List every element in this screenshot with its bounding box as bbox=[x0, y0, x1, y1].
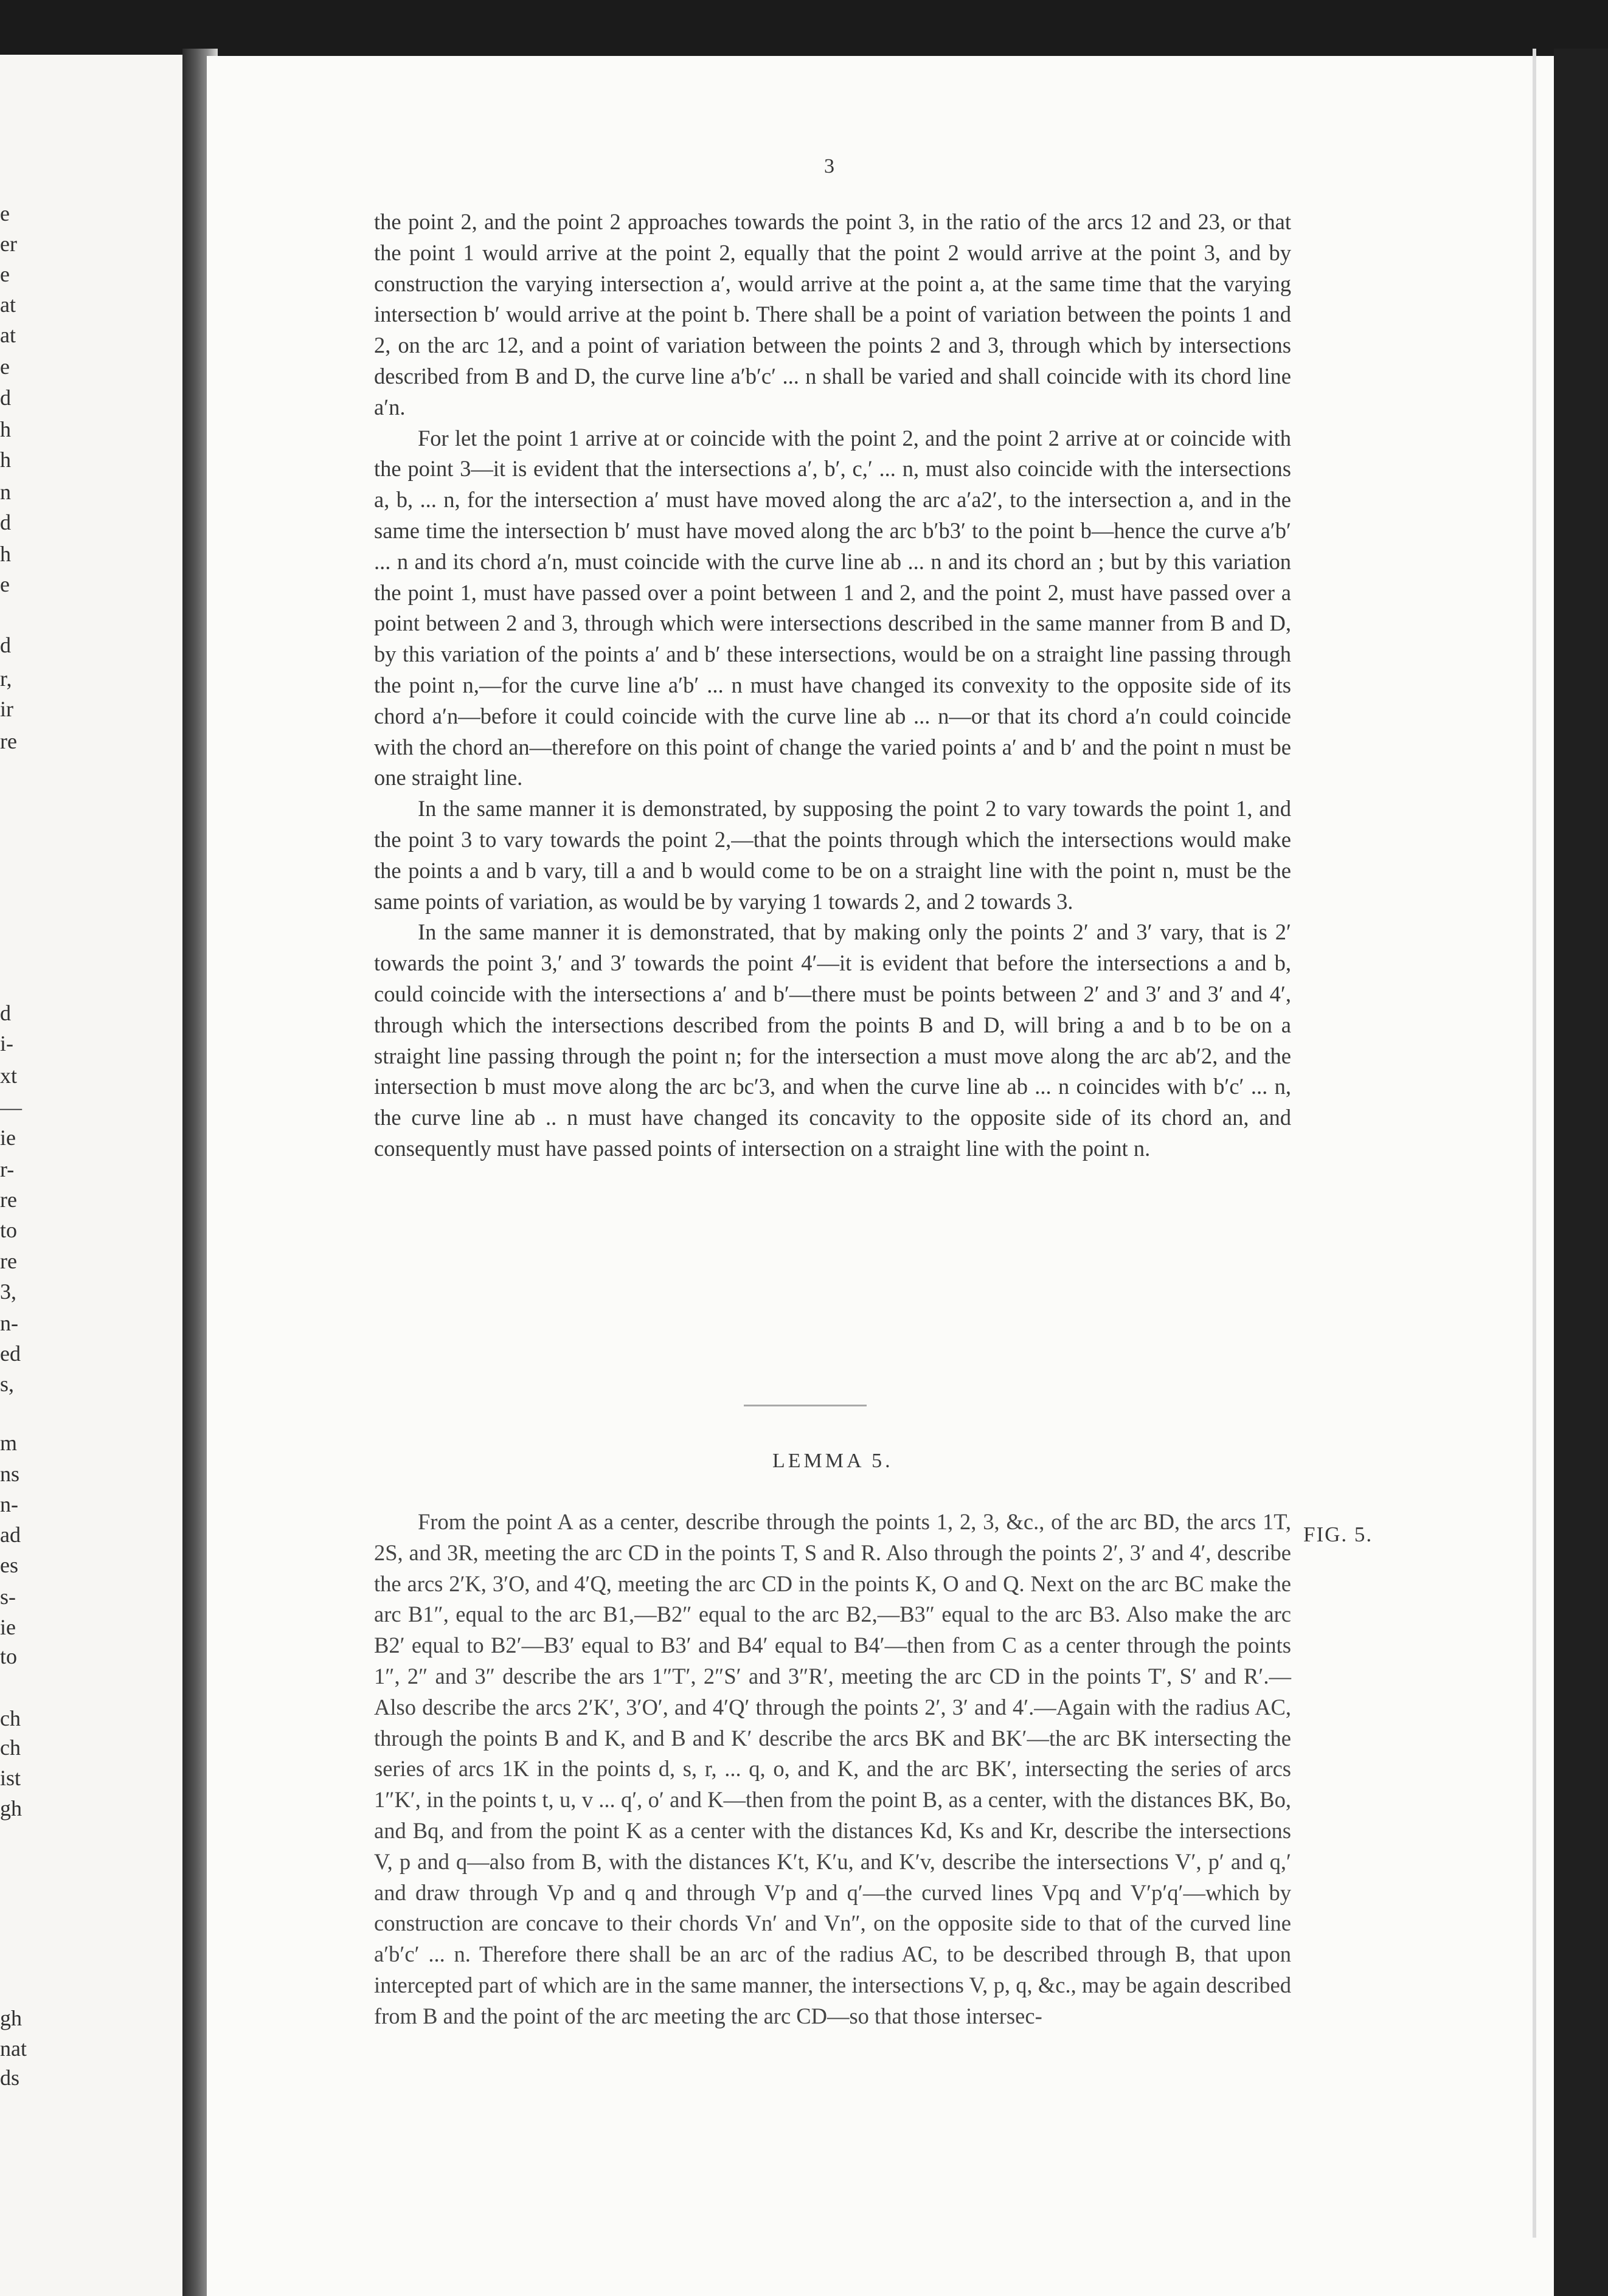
margin-fragment: r- bbox=[0, 1157, 15, 1181]
margin-fragment: ch bbox=[0, 1706, 21, 1731]
margin-fragment: e bbox=[0, 262, 10, 286]
margin-fragment: ie bbox=[0, 1126, 16, 1150]
margin-fragment: ds bbox=[0, 2066, 20, 2090]
margin-fragment: re bbox=[0, 1188, 17, 1212]
margin-fragment: nat bbox=[0, 2036, 27, 2061]
margin-fragment: at bbox=[0, 323, 16, 347]
margin-fragment: ir bbox=[0, 697, 13, 721]
page-number: 3 bbox=[824, 155, 834, 178]
paragraph: In the same manner it is demonstrated, by supposing the point 2 to vary towards the point 1, and the point 3 to vary towards the point 2,—that the points through which the intersections would make the points a and b vary, till a and b would come to be on a straight line with the point n, must be the same points of variation, as would be by varying 1 towards 2, and 2 towards 3. bbox=[374, 796, 1291, 914]
margin-fragment: s, bbox=[0, 1372, 15, 1396]
margin-fragment: n- bbox=[0, 1492, 18, 1516]
margin-fragment: n- bbox=[0, 1311, 18, 1335]
margin-fragment: i- bbox=[0, 1031, 13, 1056]
margin-fragment: re bbox=[0, 729, 17, 753]
margin-fragment: m bbox=[0, 1431, 18, 1455]
margin-fragment: er bbox=[0, 232, 17, 256]
margin-fragment: h bbox=[0, 542, 11, 566]
margin-fragment: re bbox=[0, 1249, 17, 1273]
margin-fragment: e bbox=[0, 201, 10, 226]
margin-fragment: h bbox=[0, 448, 11, 472]
margin-fragment: at bbox=[0, 292, 16, 317]
scan-background-right bbox=[1554, 49, 1608, 2296]
margin-fragment: gh bbox=[0, 2006, 22, 2030]
margin-fragment: d bbox=[0, 510, 11, 534]
margin-fragment: ist bbox=[0, 1766, 21, 1790]
margin-fragment: to bbox=[0, 1218, 18, 1242]
margin-fragment: ed bbox=[0, 1341, 21, 1366]
lemma-body bbox=[374, 1507, 1291, 2032]
margin-fragment: to bbox=[0, 1644, 18, 1668]
margin-fragment: 3, bbox=[0, 1279, 16, 1304]
margin-fragment: h bbox=[0, 417, 11, 441]
margin-fragment: gh bbox=[0, 1796, 22, 1821]
margin-fragment: — bbox=[0, 1095, 22, 1119]
section-divider bbox=[744, 1405, 867, 1406]
margin-fragment: ad bbox=[0, 1523, 21, 1547]
lemma-paragraph: From the point A as a center, describe through the points 1, 2, 3, &c., of the arc BD, the arcs 1T, 2S, and 3R, meeting the arc CD in the points T, S and R. Also through the points 2′, 3′ and 4′, describe the arcs 2′K, 3′O, and 4′Q, meeting the arc CD in the points K, O and Q. Next on the arc BC make the arc B1″, equal to the arc B1,—B2″ equal to the arc B2,—B3″ equal to the arc B3. Also make the arc B2′ equal to B2′—B3′ equal to B3′ and B4′ equal to B4′—then from C as a center through the points 1″, 2″ and 3″ describe the ars 1″T′, 2″S′ and 3″R′, meeting the arc CD in the points T′, S′ and R′.—Also describe the arcs 2′K′, 3′O′, and 4′Q′ through the points 2′, 3′ and 4′.—Again with the radius AC, through the points B and K, and B and K′ describe the arcs BK and BK′—the arc BK intersecting the series of arcs 1K in the points d, s, r, ... q, o, and K, and the arc BK′, intersecting the series of arcs 1″K′, in the points t, u, v ... q′, o′ and K—then from the point B, as a center, with the distances BK, Bo, and Bq, and from the point K as a center with the distances Kd, Ks and Kr, describe the intersections V, p and q—also from B, with the distances K′t, K′u, and K′v, describe the intersections V′, p′ and q,′ and draw through Vp and q and through V′p and q′—the curved lines Vpq and V′p′q′—which by construction are concave to their chords Vn′ and Vn″, on the opposite side to that of the curved line a′b′c′ ... n. Therefore there shall be an arc of the radius AC, to be described through B, that upon intercepted part of which are in the same manner, the intersections V, p, q, &c., may be again described from B and the point of the arc meeting the arc CD—so that those intersec- bbox=[374, 1509, 1291, 2028]
margin-fragment: s- bbox=[0, 1585, 16, 1609]
margin-fragment: n bbox=[0, 480, 11, 504]
body-text bbox=[374, 207, 1291, 1164]
paragraph: the point 2, and the point 2 approaches towards the point 3, in the ratio of the arcs 12 and 23, or that the point 1 would arrive at the point 2, equally that the point 2 would arrive at the point 3, and by construction the varying intersection a′, would arrive at the point a, at the same time that the varying intersection b′ would arrive at the point b. There shall be a point of variation between the points 1 and 2, on the arc 12, and a point of variation between the points 2 and 3, through which by intersections described from B and D, the curve line a′b′c′ ... n shall be varied and shall coincide with its chord line a′n. bbox=[374, 209, 1291, 420]
margin-fragment: ns bbox=[0, 1462, 20, 1486]
margin-fragment: d bbox=[0, 1001, 11, 1025]
margin-fragment: d bbox=[0, 633, 11, 657]
margin-fragment: r, bbox=[0, 666, 12, 691]
margin-fragment: e bbox=[0, 572, 10, 596]
margin-fragment: ie bbox=[0, 1615, 16, 1639]
margin-fragment: ch bbox=[0, 1735, 21, 1760]
paragraph: In the same manner it is demonstrated, that by making only the points 2′ and 3′ vary, that is 2′ towards the point 3,′ and 3′ towards the point 4′—it is evident that before the intersections a and b, could coincide with the intersections a′ and b′—there must be points between 2′ and 3′ and 3′ and 4′, through which the intersections described from the points B and D, will bring a and b to be on a straight line passing through the point n; for the intersection a must move along the arc ab′2, and the intersection b must move along the arc bc′3, and when the curve line ab ... n coincides with b′c′ ... n, the curve line ab .. n must have changed its concavity to the opposite side of its chord an, and consequently must have passed points of intersection on a straight line with the point n. bbox=[374, 919, 1291, 1161]
margin-fragment: d bbox=[0, 386, 11, 410]
lemma-heading: LEMMA 5. bbox=[772, 1450, 893, 1472]
facing-page-edge bbox=[0, 55, 189, 2296]
margin-fragment: es bbox=[0, 1553, 18, 1577]
margin-fragment: e bbox=[0, 354, 10, 379]
paragraph: For let the point 1 arrive at or coincide with the point 2, and the point 2 arrive at or coincide with the point 3—it is evident that the intersections a′, b′, c,′ ... n, must also coincide with the intersections a, b, ... n, for the intersection a′ must have moved along the arc a′a2′, to the intersection a, and in the same time the intersection b′ must have moved along the arc b′b3′ to the point b—hence the curve a′b′ ... n and its chord a′n, must coincide with the curve line ab ... n and its chord an ; but by this variation the point 1, must have passed over a point between 1 and 2, and the point 2, must have passed over a point between 2 and 3, through which were intersections described in the same manner from B and D, by this variation of the points a′ and b′ these intersections, would be on a straight line passing through the point n,—for the curve line a′b′ ... n must have changed its convexity to the opposite side of its chord a′n—before it could coincide with the curve line ab ... n—or that its chord a′n could coincide with the chord an—therefore on this point of change the varied points a′ and b′ and the point n must be one straight line. bbox=[374, 425, 1291, 790]
figure-label: FIG. 5. bbox=[1303, 1523, 1373, 1546]
page-edge-line bbox=[1533, 49, 1536, 2238]
margin-fragment: xt bbox=[0, 1063, 18, 1088]
